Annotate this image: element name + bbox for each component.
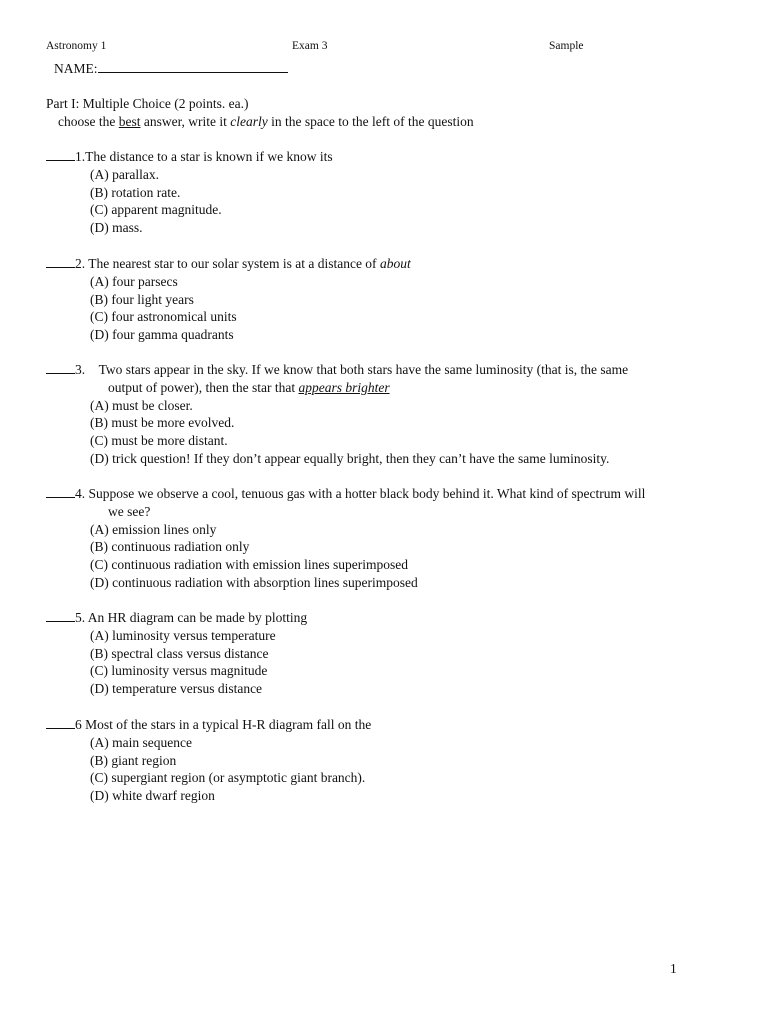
option-a: (A) parallax.	[90, 166, 159, 182]
question-6: 6 Most of the stars in a typical H-R diagram fall on the (A) main sequence (B) giant region (C) supergiant region (or asymptotic giant branch). (D) white dwarf region	[46, 716, 726, 805]
option-c: (C) luminosity versus magnitude	[90, 663, 268, 679]
question-text: The nearest star to our solar system is at a distance of	[88, 256, 380, 271]
question-emphasis: appears brighter	[298, 379, 390, 395]
answer-blank[interactable]	[46, 361, 75, 374]
sample-label: Sample	[549, 40, 584, 52]
option-a: (A) main sequence	[90, 734, 192, 750]
question-1: 1.The distance to a star is known if we know its (A) parallax. (B) rotation rate. (C) apparent magnitude. (D) mass.	[46, 148, 726, 237]
question-text: The distance to a star is known if we know its	[85, 149, 333, 164]
option-b: (B) giant region	[90, 752, 177, 768]
option-d: (D) white dwarf region	[90, 788, 215, 804]
option-c: (C) must be more distant.	[90, 433, 228, 449]
option-b: (B) spectral class versus distance	[90, 645, 269, 661]
option-d: (D) temperature versus distance	[90, 681, 263, 697]
question-text: Most of the stars in a typical H-R diagram fall on the	[85, 717, 372, 732]
option-b: (B) rotation rate.	[90, 184, 181, 200]
option-b: (B) four light years	[90, 291, 194, 307]
option-c: (C) four astronomical units	[90, 309, 237, 325]
answer-blank[interactable]	[46, 148, 75, 161]
question-2: 2. The nearest star to our solar system is at a distance of about (A) four parsecs (B) four light years (C) four astronomical units (D) four gamma quadrants	[46, 255, 726, 344]
name-field[interactable]	[54, 60, 288, 78]
option-c: (C) apparent magnitude.	[90, 202, 222, 218]
instructions: choose the best answer, write it clearly in the space to the left of the question	[58, 114, 474, 129]
course-title: Astronomy 1	[46, 40, 107, 52]
question-4: 4. Suppose we observe a cool, tenuous gas with a hotter black body behind it. What kind of spectrum will we see? (A) emission lines only (B) continuous radiation only (C) continuous radiation with emission lines superimposed (D) continuous radiation with absorption lines superimposed	[46, 485, 726, 592]
option-c: (C) supergiant region (or asymptotic giant branch).	[90, 770, 366, 786]
question-text: An HR diagram can be made by plotting	[87, 610, 308, 625]
option-c: (C) continuous radiation with emission lines superimposed	[90, 557, 408, 573]
question-text-line1: Suppose we observe a cool, tenuous gas with a hotter black body behind it. What kind of spectrum will	[88, 486, 646, 501]
question-text-line1: Two stars appear in the sky. If we know that both stars have the same luminosity (that is, the same	[98, 362, 629, 377]
answer-blank[interactable]	[46, 255, 75, 268]
answer-blank[interactable]	[46, 716, 75, 729]
option-b: (B) continuous radiation only	[90, 539, 250, 555]
option-b: (B) must be more evolved.	[90, 415, 235, 431]
instr-best: best	[118, 114, 141, 129]
question-text-line2: we see?	[108, 503, 151, 519]
option-a: (A) luminosity versus temperature	[90, 627, 276, 643]
option-d: (D) mass.	[90, 220, 143, 236]
option-d: (D) four gamma quadrants	[90, 327, 234, 343]
name-blank[interactable]	[98, 60, 288, 73]
question-emphasis: about	[379, 256, 411, 271]
option-a: (A) emission lines only	[90, 521, 217, 537]
question-text-line2: output of power), then the star that	[108, 379, 299, 395]
option-a: (A) four parsecs	[90, 273, 178, 289]
question-3: 3. Two stars appear in the sky. If we know that both stars have the same luminosity (that is, the same output of power), then the star that appears brighter (A) must be closer. (B) must be more evolved. (C) must be more distant. (D) trick question! If they don’t appear equally bright, then they can’t have the same luminosity.	[46, 361, 726, 468]
option-d: (D) trick question! If they don’t appear equally bright, then they can’t have the same luminosity.	[90, 450, 610, 466]
question-5: 5. An HR diagram can be made by plotting (A) luminosity versus temperature (B) spectral class versus distance (C) luminosity versus magnitude (D) temperature versus distance	[46, 609, 726, 698]
answer-blank[interactable]	[46, 485, 75, 498]
option-a: (A) must be closer.	[90, 397, 193, 413]
option-d: (D) continuous radiation with absorption lines superimposed	[90, 574, 418, 590]
name-label: NAME:	[54, 61, 98, 76]
instr-clearly: clearly	[230, 114, 268, 129]
part-title: Part I: Multiple Choice (2 points. ea.)	[46, 96, 249, 111]
answer-blank[interactable]	[46, 609, 75, 622]
exam-title: Exam 3	[292, 40, 328, 52]
page-number: 1	[670, 961, 677, 976]
